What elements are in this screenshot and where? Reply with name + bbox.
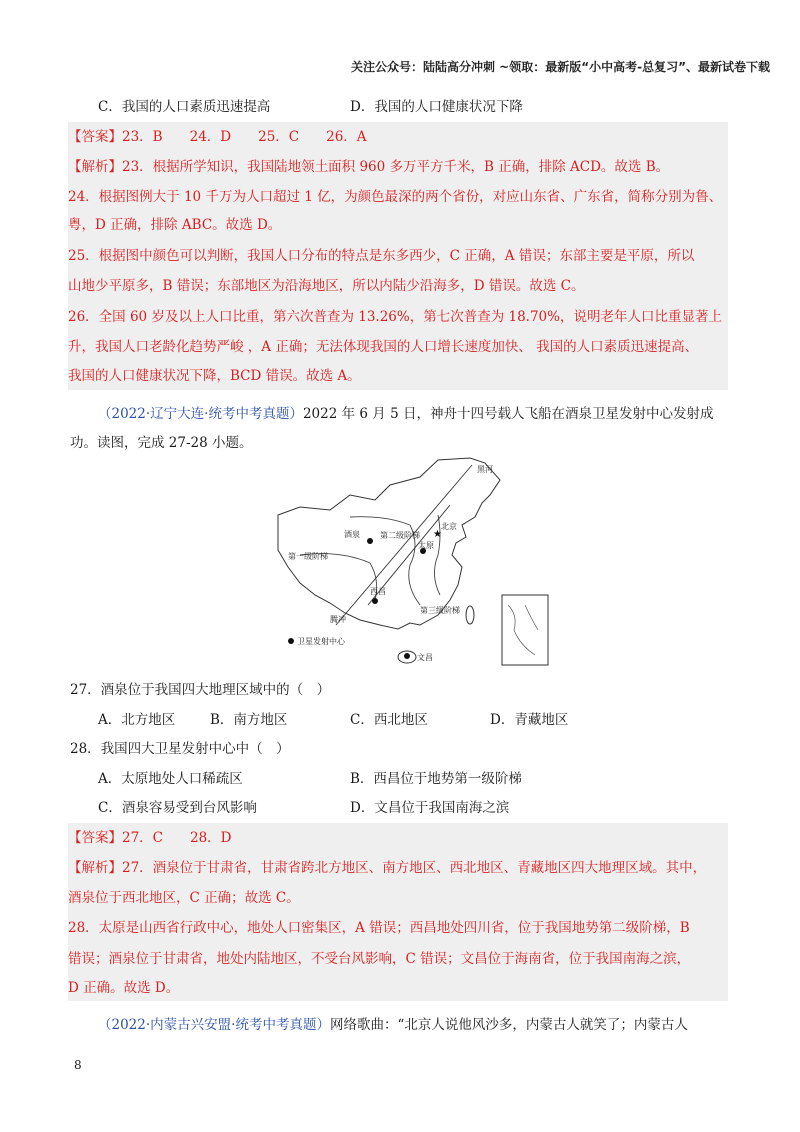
answer-block-2	[68, 823, 728, 1001]
legend-dot	[288, 638, 294, 644]
question-source: （2022·内蒙古兴安盟·统考中考真题）	[98, 1017, 330, 1033]
analysis-line: 升，我国人口老龄化趋势严峻 ，A 正确；无法体现我国的人口增长速度加快、 我国的人口素质迅速提高、	[68, 339, 699, 355]
map-label-wenchang: 文昌	[417, 653, 433, 662]
q27-option-c: C．西北地区	[350, 712, 428, 728]
intro-text: 功。读图，完成 27-28 小题。	[70, 435, 253, 451]
map-legend-label: 卫星发射中心	[297, 637, 345, 646]
heihe-tengchong-line	[336, 465, 472, 625]
analysis-line: 我国的人口健康状况下降，BCD 错误。故选 A。	[68, 368, 361, 384]
q27-stem: 27．酒泉位于我国四大地理区域中的（ ）	[70, 682, 331, 698]
jiuquan-dot	[367, 538, 373, 544]
q27-option-d: D．青藏地区	[490, 712, 569, 728]
map-label-tengchong: 腾冲	[330, 615, 346, 624]
analysis-line: 错误；酒泉位于甘肃省，地处内陆地区，不受台风影响，C 错误；文昌位于海南省，位于我国南海之滨，	[68, 951, 691, 967]
question-source: （2022·辽宁大连·统考中考真题）	[98, 406, 303, 422]
map-label-xichang: 西昌	[370, 587, 386, 596]
answer-label: 【答案】	[68, 129, 122, 145]
q26-option-d: D．我国的人口健康状况下降	[350, 99, 523, 115]
analysis-line: 26．全国 60 岁及以上人口比重，第六次普查为 13.26%，第七次普查为 18.70%，说明老年人口比重显著上	[68, 309, 722, 325]
q27-option-a: A．北方地区	[98, 712, 176, 728]
q28-option-a: A．太原地处人口稀疏区	[98, 771, 243, 787]
map-label-jiuquan: 酒泉	[344, 530, 360, 539]
analysis-line: 24．根据图例大于 10 千万为人口超过 1 亿，为颜色最深的两个省份，对应山东省、广东省，简称分别为鲁、	[68, 189, 723, 205]
analysis-line: D 正确。故选 D。	[68, 980, 180, 996]
analysis-label: 【解析】	[68, 860, 122, 876]
map-label-first-step: 第一级阶梯	[288, 552, 328, 561]
answer-block-1	[68, 122, 728, 390]
map-label-taiyuan: 太原	[418, 541, 434, 550]
page-header: 关注公众号：陆陆高分冲刺 ~领取：最新版“小中高考-总复习”、最新试卷下载	[351, 60, 770, 74]
q28-option-b: B．西昌位于地势第一级阶梯	[350, 771, 522, 787]
inset-coastline	[508, 605, 538, 655]
wenchang-dot	[404, 653, 410, 659]
q28-stem: 28．我国四大卫星发射中心中（ ）	[70, 741, 290, 757]
analysis-line: 23．根据所学知识，我国陆地领土面积 960 多万平方千米，B 正确，排除 ACD。故选 B。	[122, 159, 670, 175]
answer-text: 27．C 28．D	[122, 830, 232, 846]
taiwan-island	[466, 606, 474, 624]
analysis-line: 25．根据图中颜色可以判断，我国人口分布的特点是东多西少，C 正确，A 错误；东部主要是平原，所以	[68, 248, 695, 264]
q28-option-d: D．文昌位于我国南海之滨	[350, 800, 510, 816]
analysis-label: 【解析】	[68, 159, 122, 175]
china-map-figure	[270, 455, 550, 670]
analysis-line: 28．太原是山西省行政中心，地处人口密集区，A 错误；西昌地处四川省，位于我国地势第二级阶梯，B	[68, 920, 690, 936]
analysis-line: 粤，D 正确，排除 ABC。故选 D。	[68, 217, 282, 233]
intro-text: 2022 年 6 月 5 日，神舟十四号载人飞船在酒泉卫星发射中心发射成	[302, 406, 714, 422]
beijing-star-icon: ★	[433, 529, 442, 540]
analysis-line: 酒泉位于西北地区，C 正确；故选 C。	[68, 890, 300, 906]
map-label-second-step: 第二级阶梯	[380, 531, 420, 540]
answer-label: 【答案】	[68, 830, 122, 846]
analysis-line: 山地少平原多，B 错误；东部地区为沿海地区，所以内陆少沿海多，D 错误。故选 C。	[68, 278, 585, 294]
step-boundary-3	[434, 515, 440, 595]
answer-text: 23．B 24．D 25．C 26．A	[122, 129, 367, 145]
china-map	[270, 455, 550, 670]
map-label-heihe: 黑河	[477, 465, 493, 474]
page-number: 8	[74, 1058, 82, 1072]
q26-option-c: C．我国的人口素质迅速提高	[98, 99, 271, 115]
q28-option-c: C．酒泉容易受到台风影响	[98, 800, 257, 816]
analysis-line: 27．酒泉位于甘肃省，甘肃省跨北方地区、南方地区、西北地区、青藏地区四大地理区域。其中，	[122, 860, 707, 876]
map-label-beijing: 北京	[441, 522, 457, 531]
q27-option-b: B．南方地区	[210, 712, 288, 728]
xichang-dot	[372, 598, 378, 604]
china-outline	[278, 458, 500, 629]
map-label-third-step: 第三级阶梯	[420, 606, 460, 615]
intro-text: 网络歌曲：“北京人说他风沙多，内蒙古人就笑了；内蒙古人	[329, 1017, 688, 1033]
